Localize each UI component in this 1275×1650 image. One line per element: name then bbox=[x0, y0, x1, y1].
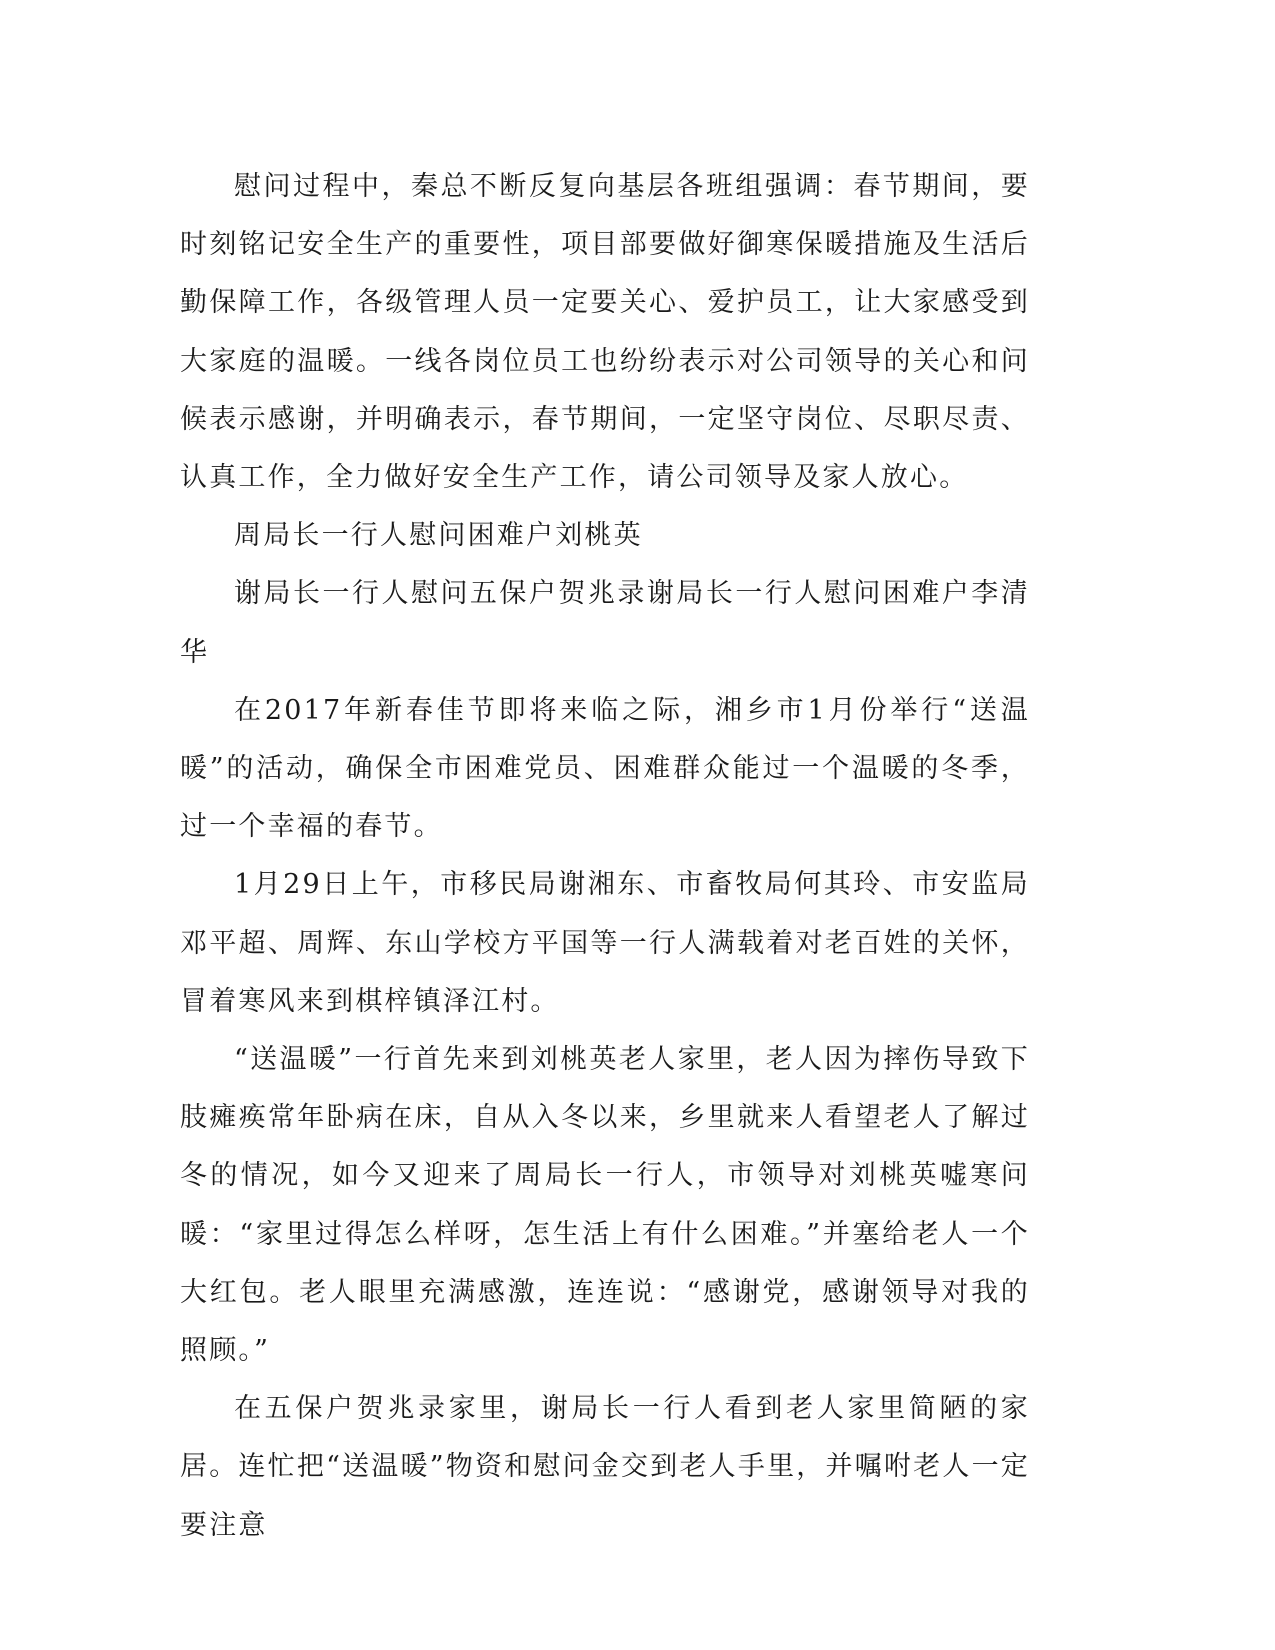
paragraph-condolence-emphasis: 慰问过程中，秦总不断反复向基层各班组强调：春节期间，要时刻铭记安全生产的重要性，项目部要做好御寒保暖措施及生活后勤保障工作，各级管理人员一定要关心、爱护员工，让大家感受到大家庭的温暖。一线各岗位员工也纷纷表示对公司领导的关心和问候表示感谢，并明确表示，春节期间，一定坚守岗位、尽职尽责、认真工作，全力做好安全生产工作，请公司领导及家人放心。 bbox=[180, 171, 1030, 494]
document-body bbox=[180, 158, 1030, 1555]
paragraph-caption-he-zhaolu-li-qinghua: 谢局长一行人慰问五保户贺兆录谢局长一行人慰问困难户李清华 bbox=[180, 578, 1030, 668]
paragraph-caption-liu-taoying: 周局长一行人慰问困难户刘桃英 bbox=[234, 520, 643, 552]
paragraph-he-zhaolu-visit: 在五保户贺兆录家里，谢局长一行人看到老人家里简陋的家居。连忙把“送温暖”物资和慰问金交到老人手里，并嘱咐老人一定要注意 bbox=[180, 1393, 1030, 1541]
paragraph-spring-festival-intro: 在2017年新春佳节即将来临之际，湘乡市1月份举行“送温暖”的活动，确保全市困难党员、困难群众能过一个温暖的冬季，过一个幸福的春节。 bbox=[180, 694, 1030, 843]
paragraph-liu-taoying-visit: “送温暖”一行首先来到刘桃英老人家里，老人因为摔伤导致下肢瘫痪常年卧病在床，自从入冬以来，乡里就来人看望老人了解过冬的情况，如今又迎来了周局长一行人，市领导对刘桃英嘘寒问暖：“家里过得怎么样呀，怎生活上有什么困难。”并塞给老人一个大红包。老人眼里充满感激，连连说：“感谢党，感谢领导对我的照顾。” bbox=[180, 1044, 1030, 1367]
paragraph-january-29-visit: 1月29日上午，市移民局谢湘东、市畜牧局何其玲、市安监局邓平超、周辉、东山学校方平国等一行人满载着对老百姓的关怀，冒着寒风来到棋梓镇泽江村。 bbox=[180, 869, 1030, 1017]
